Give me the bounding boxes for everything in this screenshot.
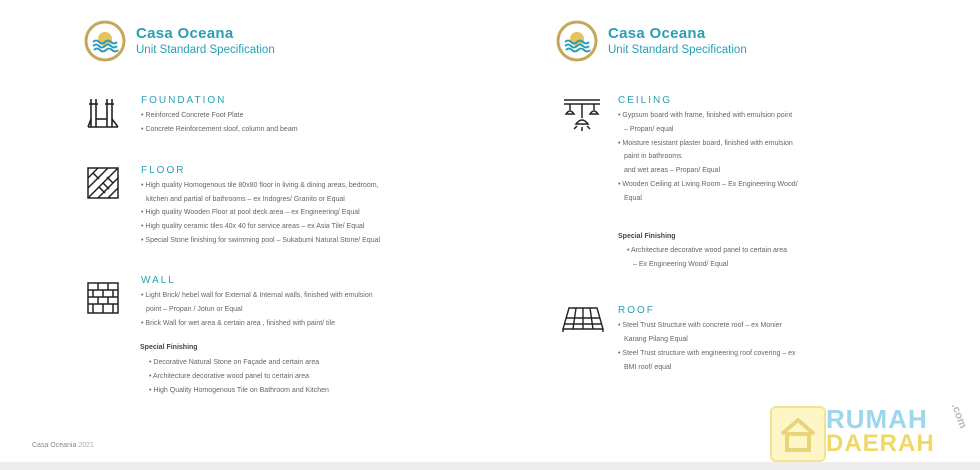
foundation-item: • Reinforced Concrete Foot Plate (141, 112, 244, 119)
ceiling-item: • Wooden Ceiling at Living Room – Ex Engineering Wood/ (618, 181, 798, 188)
wall-special-item: • High Quality Homogenous Tile on Bathroom and Kitchen (149, 387, 329, 394)
ceiling-item-cont: – Propan/ equal (624, 126, 674, 133)
floor-icon (85, 165, 121, 201)
floor-item: • High quality ceramic tiles 40x 40 for service areas – ex Asia Tile/ Equal (141, 223, 365, 230)
wall-title: WALL (141, 275, 176, 286)
footer-year: 2021 (78, 442, 94, 449)
floor-title: FLOOR (141, 165, 186, 176)
roof-item-cont: Karang Pilang Equal (624, 336, 688, 343)
brand-subtitle: Unit Standard Specification (136, 43, 275, 56)
brand-header-left (84, 20, 275, 62)
ceiling-special-heading: Special Finishing (618, 233, 676, 240)
floor-item-cont: kitchen and partial of bathrooms – ex Indogres/ Granito or Equal (146, 196, 345, 203)
casa-oceana-logo-icon (84, 20, 126, 62)
page-footer (32, 442, 94, 449)
foundation-item: • Concrete Reinforcement sloof, column and beam (141, 126, 298, 133)
roof-title: ROOF (618, 305, 655, 316)
brand-name: Casa Oceana (136, 24, 234, 42)
roof-item-cont: BMI roof/ equal (624, 364, 672, 371)
ceiling-item: • Gypsum board with frame, finished with emulsion point (618, 112, 793, 119)
brand-subtitle: Unit Standard Specification (608, 43, 747, 56)
watermark-suffix: .com (948, 401, 969, 431)
roof-item: • Steel Trust Structure with concrete roof – ex Monier (618, 322, 782, 329)
watermark (770, 400, 970, 462)
foundation-icon (85, 95, 121, 131)
roof-item: • Steel Trust structure with engineering roof covering – ex (618, 350, 796, 357)
ceiling-icon (562, 96, 602, 136)
ceiling-item: • Moisture resistant plaster board, finished with emulsion (618, 140, 793, 147)
foundation-title: FOUNDATION (141, 95, 227, 106)
wall-item: • Light Brick/ hebel wall for External & Internal walls, finished with emulsion (141, 292, 373, 299)
wall-special-heading: Special Finishing (140, 344, 198, 351)
wall-icon (85, 280, 121, 316)
wall-item: • Brick Wall for wet area & certain area , finished with paint/ tile (141, 320, 336, 327)
wall-special-item: • Architecture decorative wood panel to certain area (149, 373, 310, 380)
ceiling-title: CEILING (618, 95, 673, 106)
brand-name: Casa Oceana (608, 24, 706, 42)
ceiling-item-cont: and wet areas – Propan/ Equal (624, 167, 721, 174)
wall-special-item: • Decorative Natural Stone on Façade and certain area (149, 359, 320, 366)
ceiling-special-item-cont: – Ex Engineering Wood/ Equal (633, 261, 729, 268)
floor-item: • Special Stone finishing for swimming pool – Sukabumi Natural Stone/ Equal (141, 237, 381, 244)
footer-brand: Casa Oceania (32, 442, 77, 449)
ceiling-item-cont: Equal (624, 195, 642, 202)
ceiling-special-item: • Architecture decorative wood panel to certain area (627, 247, 788, 254)
floor-item: • High quality Homogenous tile 80x80 floor in living & dining areas, bedroom, (141, 182, 379, 189)
bottom-bar (0, 462, 980, 470)
wall-item-cont: point – Propan / Jotun or Equal (146, 306, 243, 313)
ceiling-item-cont: paint in bathrooms (624, 153, 682, 160)
house-icon (770, 406, 826, 462)
casa-oceana-logo-icon (556, 20, 598, 62)
roof-icon (561, 305, 605, 333)
watermark-line1: RUMAH (826, 404, 928, 434)
brand-header-right (556, 20, 747, 62)
watermark-line2: DAERAH (826, 430, 935, 457)
floor-item: • High quality Wooden Floor at pool deck area – ex Engineering/ Equal (141, 209, 360, 216)
